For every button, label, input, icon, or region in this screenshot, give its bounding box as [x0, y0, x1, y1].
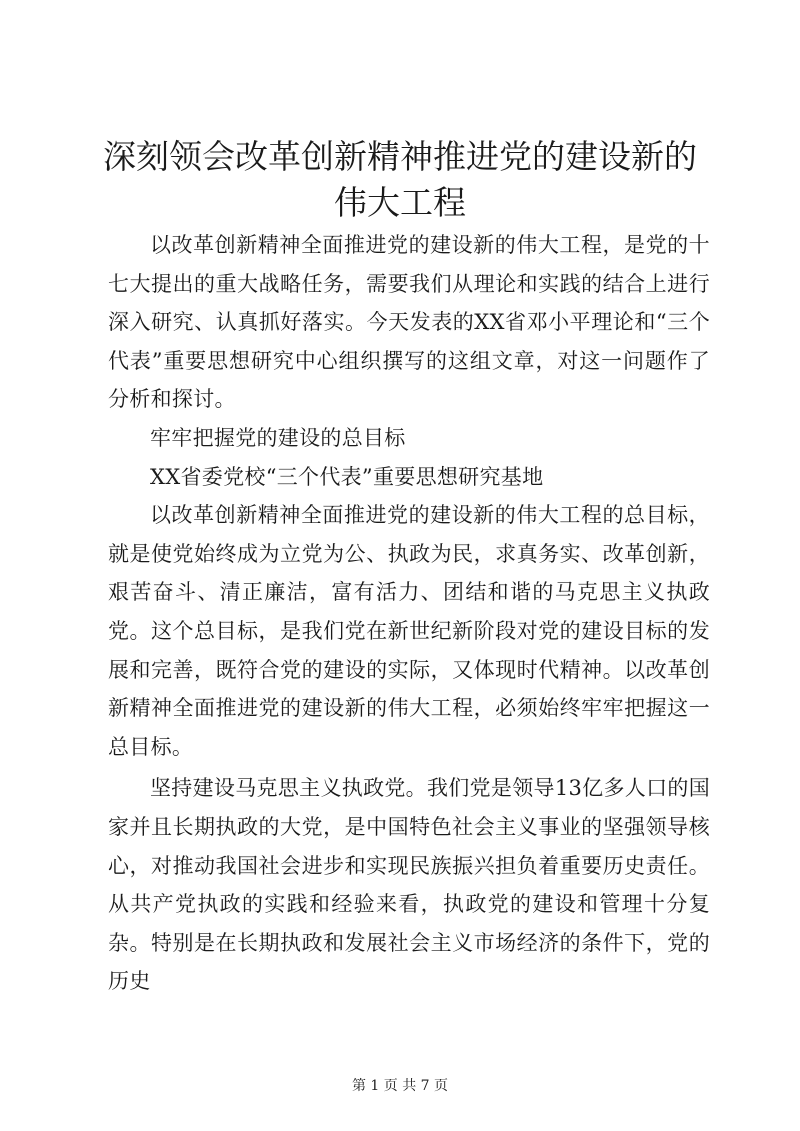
- section-author: XX省委党校“三个代表”重要思想研究基地: [150, 464, 544, 489]
- body-paragraph: 以改革创新精神全面推进党的建设新的伟大工程的总目标，就是使党始终成为立党为公、执政为民，求真务实、改革创新，艰苦奋斗、清正廉洁，富有活力、团结和谐的马克思主义执政党。这个总目标，是我们党在新世纪新阶段对党的建设目标的发展和完善，既符合党的建设的实际，又体现时代精神。以改革创新精神全面推进党的建设新的伟大工程，必须始终牢牢把握这一总目标。: [108, 503, 710, 759]
- body-paragraph: 坚持建设马克思主义执政党。我们党是领导13亿多人口的国家并且长期执政的大党，是中国特色社会主义事业的坚强领导核心，对推动我国社会进步和实现民族振兴担负着重要历史责任。从共产党执政的实践和经验来看，执政党的建设和管理十分复杂。特别是在长期执政和发展社会主义市场经济的条件下，党的历史: [108, 776, 710, 994]
- page-footer: 第 1 页 共 7 页: [351, 1078, 449, 1094]
- document-title: 深刻领会改革创新精神推进党的建设新的伟大工程: [103, 137, 697, 222]
- document-body: [108, 226, 710, 1001]
- section-heading: 牢牢把握党的建设的总目标: [150, 425, 406, 450]
- intro-paragraph: 以改革创新精神全面推进党的建设新的伟大工程，是党的十七大提出的重大战略任务，需要我们从理论和实践的结合上进行深入研究、认真抓好落实。今天发表的XX省邓小平理论和“三个代表”重要思想研究中心组织撰写的这组文章，对这一问题作了分析和探讨。: [108, 233, 710, 412]
